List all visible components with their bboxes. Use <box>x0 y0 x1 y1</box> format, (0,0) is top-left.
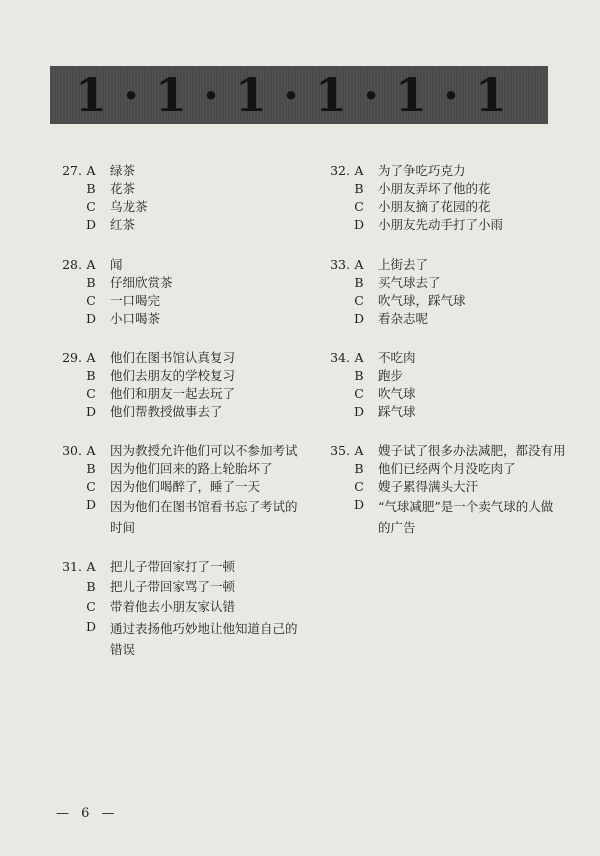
question-29: 29 . A 他们在图书馆认真复习 B 他们去朋友的学校复习 C 他们和朋友一起去玩了 D 他们帮教授做事去了 <box>50 349 300 421</box>
option-text: 花茶 <box>110 181 136 196</box>
option-letter: B <box>354 275 364 290</box>
option-text: 小朋友弄坏了他的花 <box>378 181 491 196</box>
option-text: 吹气球 <box>378 386 416 401</box>
question-30: 30 . A 因为教授允许他们可以不参加考试 B 因为他们回来的路上轮胎坏了 C 因为他们喝醉了，睡了一天 D 因为他们在图书馆看书忘了考试的时间 <box>50 442 300 538</box>
option-text: 不吃肉 <box>378 350 416 365</box>
option-letter: C <box>354 479 364 494</box>
option-text: 他们帮教授做事去了 <box>110 404 223 419</box>
option-text: 闻 <box>110 257 123 272</box>
option-text: 红茶 <box>110 217 136 232</box>
option-letter: D <box>85 311 97 326</box>
option-text: 小口喝茶 <box>110 311 161 326</box>
option-text: 上街去了 <box>378 257 429 272</box>
option-letter: C <box>354 386 364 401</box>
option-text: 因为他们在图书馆看书忘了考试的时间 <box>110 499 298 535</box>
option-text: 把儿子带回家骂了一顿 <box>110 579 236 594</box>
option-letter: C <box>86 293 96 308</box>
option-text: 仔细欣赏茶 <box>110 275 173 290</box>
option-letter: D <box>85 497 97 512</box>
question-31: 31 . A 把儿子带回家打了一顿 B 把儿子带回家骂了一顿 C 带着他去小朋友家认错 D 通过表扬他巧妙地让他知道自己的错误 <box>50 558 300 660</box>
option-text: 一口喝完 <box>110 293 161 308</box>
option-letter: B <box>86 461 96 476</box>
option-letter: A <box>86 443 96 458</box>
option-letter: D <box>353 404 365 419</box>
option-text: 踩气球 <box>378 404 416 419</box>
option-letter: A <box>354 257 364 272</box>
option-text: 跑步 <box>378 368 404 383</box>
option-text: 他们和朋友一起去玩了 <box>110 386 236 401</box>
option-letter: B <box>354 461 364 476</box>
option-text: 吹气球，踩气球 <box>378 293 466 308</box>
question-27: 27 . A 绿茶 B 花茶 C 乌龙茶 D 红茶 <box>50 162 300 234</box>
option-letter: B <box>86 181 96 196</box>
option-text: 嫂子试了很多办法减肥，都没有用 <box>378 443 566 458</box>
option-letter: A <box>86 163 96 178</box>
option-text: 买气球去了 <box>378 275 441 290</box>
question-number: 32 <box>330 163 346 178</box>
option-letter: A <box>354 350 364 365</box>
option-letter: A <box>86 257 96 272</box>
option-text: 因为教授允许他们可以不参加考试 <box>110 443 298 458</box>
option-letter: D <box>353 497 365 512</box>
option-text: 嫂子累得满头大汗 <box>378 479 479 494</box>
option-text: 他们已经两个月没吃肉了 <box>378 461 516 476</box>
option-text: 看杂志呢 <box>378 311 429 326</box>
question-28: 28 . A 闻 B 仔细欣赏茶 C 一口喝完 D 小口喝茶 <box>50 256 300 328</box>
option-letter: C <box>86 479 96 494</box>
option-letter: D <box>353 311 365 326</box>
question-number: 29 <box>62 350 78 365</box>
question-33: 33 . A 上街去了 B 买气球去了 C 吹气球，踩气球 D 看杂志呢 <box>318 256 558 328</box>
question-number: 28 <box>62 257 78 272</box>
question-number: 34 <box>330 350 346 365</box>
option-text: 为了争吃巧克力 <box>378 163 466 178</box>
option-letter: C <box>86 599 96 614</box>
option-text: 带着他去小朋友家认错 <box>110 599 236 614</box>
question-34: 34 . A 不吃肉 B 跑步 C 吹气球 D 踩气球 <box>318 349 558 421</box>
option-letter: C <box>86 199 96 214</box>
option-text: 他们去朋友的学校复习 <box>110 368 236 383</box>
option-letter: D <box>85 619 97 634</box>
option-text: 把儿子带回家打了一顿 <box>110 559 236 574</box>
question-number: 27 <box>62 163 78 178</box>
question-32: 32 . A 为了争吃巧克力 B 小朋友弄坏了他的花 C 小朋友摘了花园的花 D 小朋友先动手打了小雨 <box>318 162 558 234</box>
option-letter: D <box>85 217 97 232</box>
option-letter: C <box>86 386 96 401</box>
option-letter: A <box>86 559 96 574</box>
page-number: — 6 — <box>56 806 119 821</box>
banner-title: 1·1·1·1·1·1 <box>74 68 524 122</box>
option-letter: C <box>354 293 364 308</box>
option-text: “气球减肥”是一个卖气球的人做的广告 <box>378 499 554 535</box>
option-letter: B <box>86 579 96 594</box>
option-letter: B <box>354 368 364 383</box>
option-text: 因为他们喝醉了，睡了一天 <box>110 479 261 494</box>
option-letter: D <box>353 217 365 232</box>
option-text: 乌龙茶 <box>110 199 148 214</box>
option-text: 绿茶 <box>110 163 136 178</box>
question-number: 35 <box>330 443 346 458</box>
option-letter: B <box>86 368 96 383</box>
option-letter: B <box>354 181 364 196</box>
option-letter: A <box>86 350 96 365</box>
question-number: 31 <box>62 559 78 574</box>
question-35: 35 . A 嫂子试了很多办法减肥，都没有用 B 他们已经两个月没吃肉了 C 嫂子累得满头大汗 D “气球减肥”是一个卖气球的人做的广告 <box>318 442 558 538</box>
option-text: 通过表扬他巧妙地让他知道自己的错误 <box>110 621 298 657</box>
option-text: 因为他们回来的路上轮胎坏了 <box>110 461 273 476</box>
option-letter: D <box>85 404 97 419</box>
question-number: 33 <box>330 257 346 272</box>
option-letter: A <box>354 443 364 458</box>
option-letter: B <box>86 275 96 290</box>
header-banner <box>50 66 548 124</box>
option-letter: C <box>354 199 364 214</box>
option-text: 他们在图书馆认真复习 <box>110 350 236 365</box>
option-letter: A <box>354 163 364 178</box>
option-text: 小朋友摘了花园的花 <box>378 199 491 214</box>
question-number: 30 <box>62 443 78 458</box>
option-text: 小朋友先动手打了小雨 <box>378 217 504 232</box>
